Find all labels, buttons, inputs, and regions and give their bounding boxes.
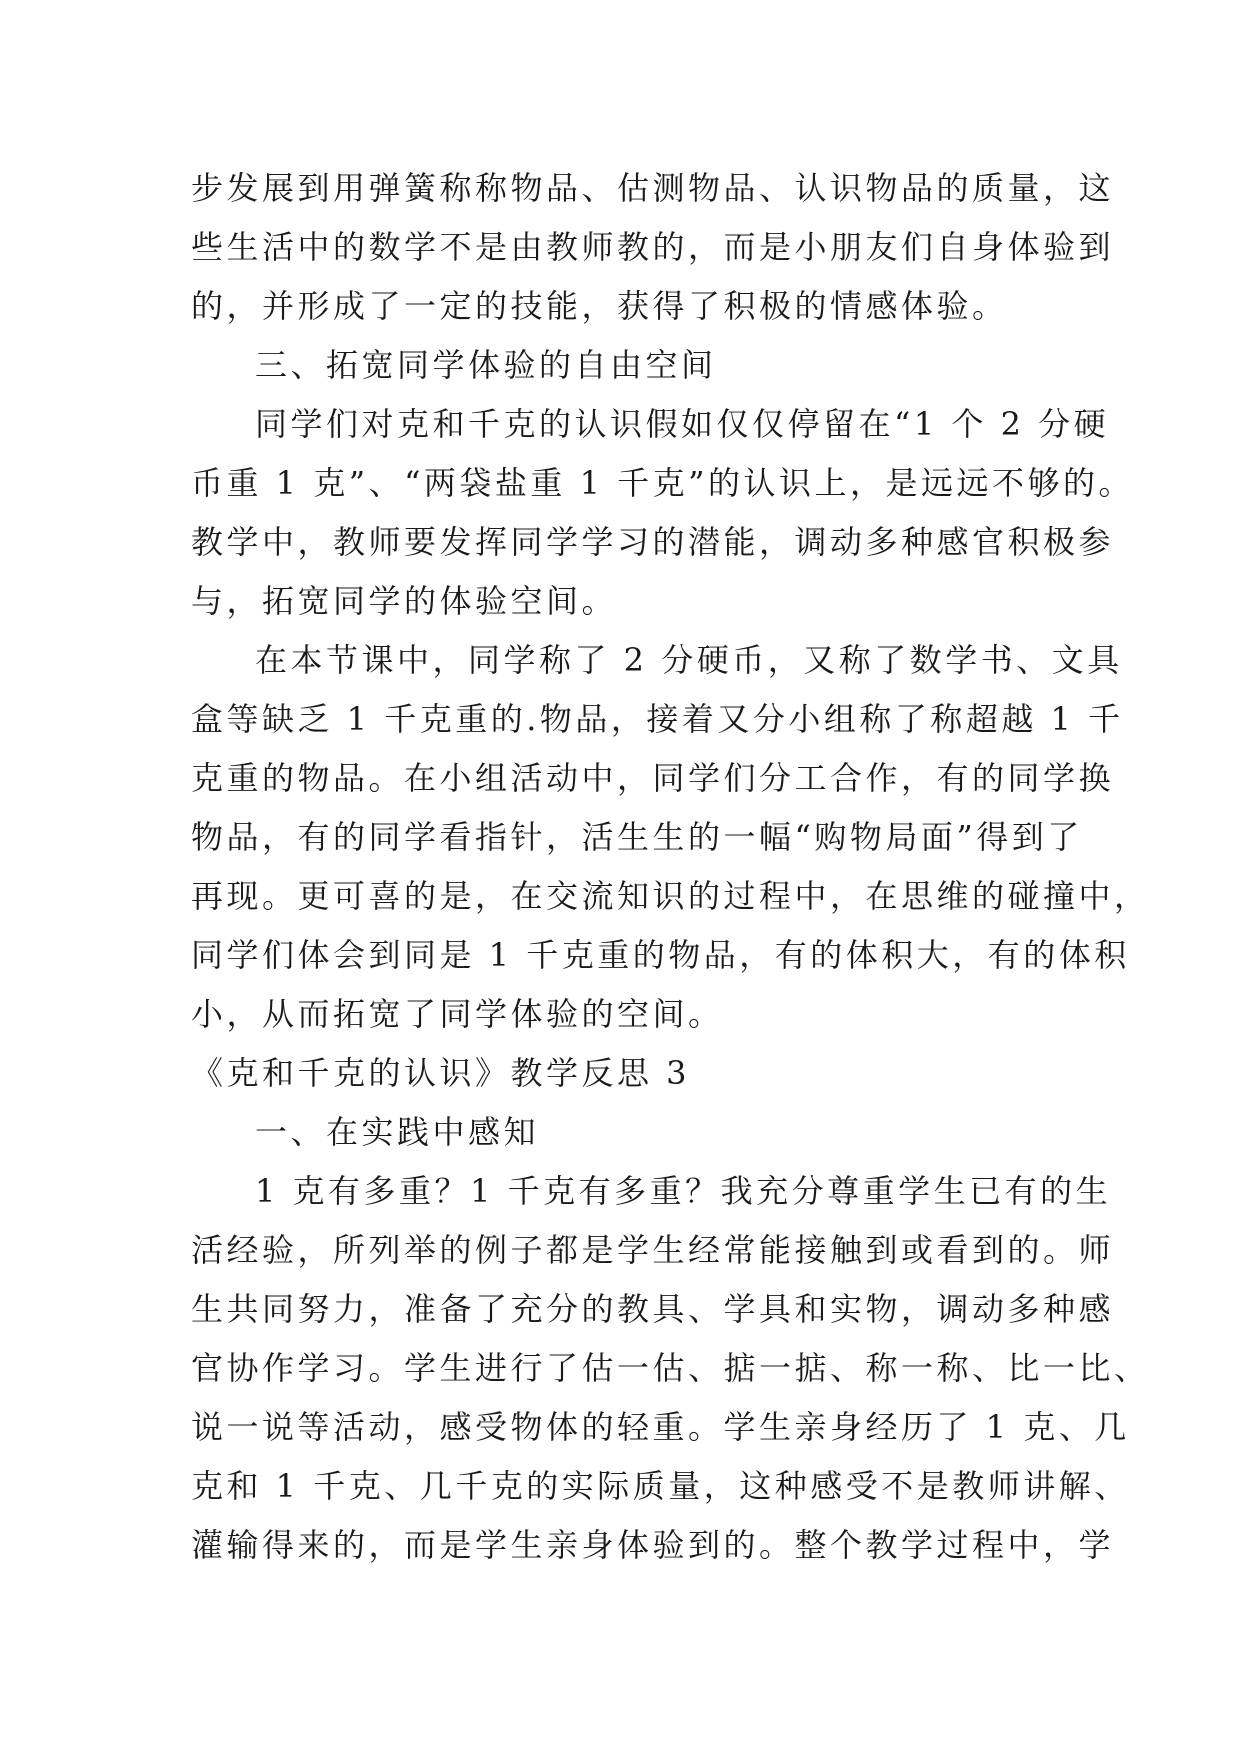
text-line: 克和 1 千克、几千克的实际质量，这种感受不是教师讲解、 <box>191 1467 1130 1505</box>
text-line: 步发展到用弹簧称称物品、估测物品、认识物品的质量，这 <box>191 169 1115 207</box>
text-line: 1 克有多重？1 千克有多重？我充分尊重学生已有的生 <box>255 1172 1112 1210</box>
text-line: 灌输得来的，而是学生亲身体验到的。整个教学过程中，学 <box>191 1526 1115 1564</box>
text-line: 同学们体会到同是 1 千克重的物品，有的体积大，有的体积 <box>191 936 1130 974</box>
text-line: 官协作学习。学生进行了估一估、掂一掂、称一称、比一比、 <box>191 1349 1150 1387</box>
document-title: 《克和千克的认识》教学反思 3 <box>191 1054 691 1092</box>
document-body <box>191 159 1150 1575</box>
text-line: 克重的物品。在小组活动中，同学们分工合作，有的同学换 <box>191 759 1115 797</box>
section-heading: 三、拓宽同学体验的自由空间 <box>255 346 717 384</box>
text-line: 同学们对克和千克的认识假如仅仅停留在“1 个 2 分硬 <box>255 405 1110 443</box>
text-line: 与，拓宽同学的体验空间。 <box>191 582 618 620</box>
text-line: 活经验，所列举的例子都是学生经常能接触到或看到的。师 <box>191 1231 1115 1269</box>
text-line: 教学中，教师要发挥同学学习的潜能，调动多种感官积极参 <box>191 523 1115 561</box>
text-line: 再现。更可喜的是，在交流知识的过程中，在思维的碰撞中， <box>191 877 1150 915</box>
text-line: 说一说等活动，感受物体的轻重。学生亲身经历了 1 克、几 <box>191 1408 1130 1446</box>
text-line: 在本节课中，同学称了 2 分硬币，又称了数学书、文具 <box>255 641 1123 679</box>
text-line: 物品，有的同学看指针，活生生的一幅“购物局面”得到了 <box>191 818 1083 856</box>
text-line: 盒等缺乏 1 千克重的.物品，接着又分小组称了称超越 1 千 <box>191 700 1124 738</box>
section-heading: 一、在实践中感知 <box>255 1113 540 1151</box>
text-line: 小，从而拓宽了同学体验的空间。 <box>191 995 724 1033</box>
text-line: 些生活中的数学不是由教师教的，而是小朋友们自身体验到 <box>191 228 1115 266</box>
text-line: 生共同努力，准备了充分的教具、学具和实物，调动多种感 <box>191 1290 1115 1328</box>
text-line: 币重 1 克”、“两袋盐重 1 千克”的认识上，是远远不够的。 <box>191 464 1134 502</box>
text-line: 的，并形成了一定的技能，获得了积极的情感体验。 <box>191 287 1008 325</box>
